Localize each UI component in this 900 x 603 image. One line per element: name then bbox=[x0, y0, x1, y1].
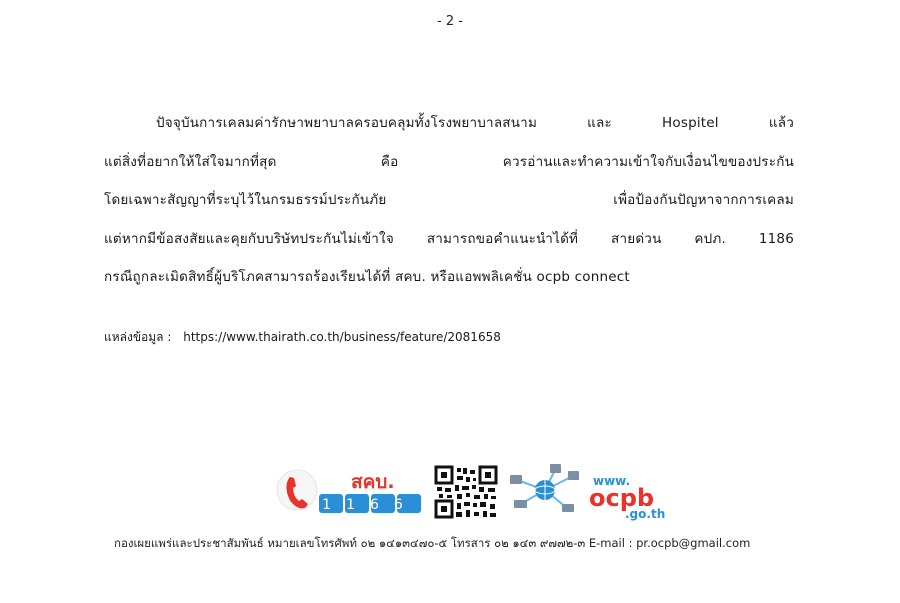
logo-strip bbox=[275, 460, 685, 522]
network-globe-icon bbox=[510, 464, 579, 512]
phone-icon bbox=[277, 470, 317, 510]
body-paragraph bbox=[104, 104, 794, 297]
source-label: แหล่งข้อมูล : bbox=[104, 330, 172, 344]
source-url: https://www.thairath.co.th/business/feature/2081658 bbox=[183, 330, 501, 344]
ocpb-hotline-logo bbox=[277, 470, 421, 513]
website-logo bbox=[510, 464, 665, 521]
website-tld: .go.th bbox=[625, 507, 666, 521]
body-line: แต่สิ่งที่อยากให้ใส่ใจมากที่สุด คือ ควรอ่านและทำความเข้าใจกับเงื่อนไขของประกัน bbox=[104, 153, 794, 170]
body-line: โดยเฉพาะสัญญาที่ระบุไว้ในกรมธรรม์ประกันภัย เพื่อป้องกันปัญหาจากการเคลม bbox=[104, 192, 794, 208]
body-line: แต่หากมีข้อสงสัยและคุยกับบริษัทประกันไม่เข้าใจ สามารถขอคำแนะนำได้ที่ สายด่วน คปภ. 1186 bbox=[104, 230, 794, 247]
footer-contact: กองเผยแพร่และประชาสัมพันธ์ หมายเลขโทรศัพท์ ๐๒ ๑๔๑๓๔๗๐-๕ โทรสาร ๐๒ ๑๔๓ ๙๗๗๒-๓ E-mail : pr.ocpb@gmail.com bbox=[114, 536, 751, 550]
website-domain: ocpb bbox=[589, 484, 655, 512]
page-number: - 2 - bbox=[437, 14, 463, 29]
qr-code-icon bbox=[435, 466, 497, 518]
website-www: www. bbox=[593, 474, 631, 488]
body-line: ปัจจุบันการเคลมค่ารักษาพยาบาลครอบคลุมทั้งโรงพยาบาลสนาม และ Hospitel แล้ว bbox=[156, 115, 794, 131]
hotline-number: 1166 bbox=[322, 497, 418, 513]
body-line: กรณีถูกละเมิดสิทธิ์ผู้บริโภคสามารถร้องเรียนได้ที่ สคบ. หรือแอพพลิเคชั่น ocpb connect bbox=[104, 269, 630, 285]
ocpb-abbr: สคบ. bbox=[351, 471, 395, 493]
source-citation bbox=[104, 328, 501, 347]
